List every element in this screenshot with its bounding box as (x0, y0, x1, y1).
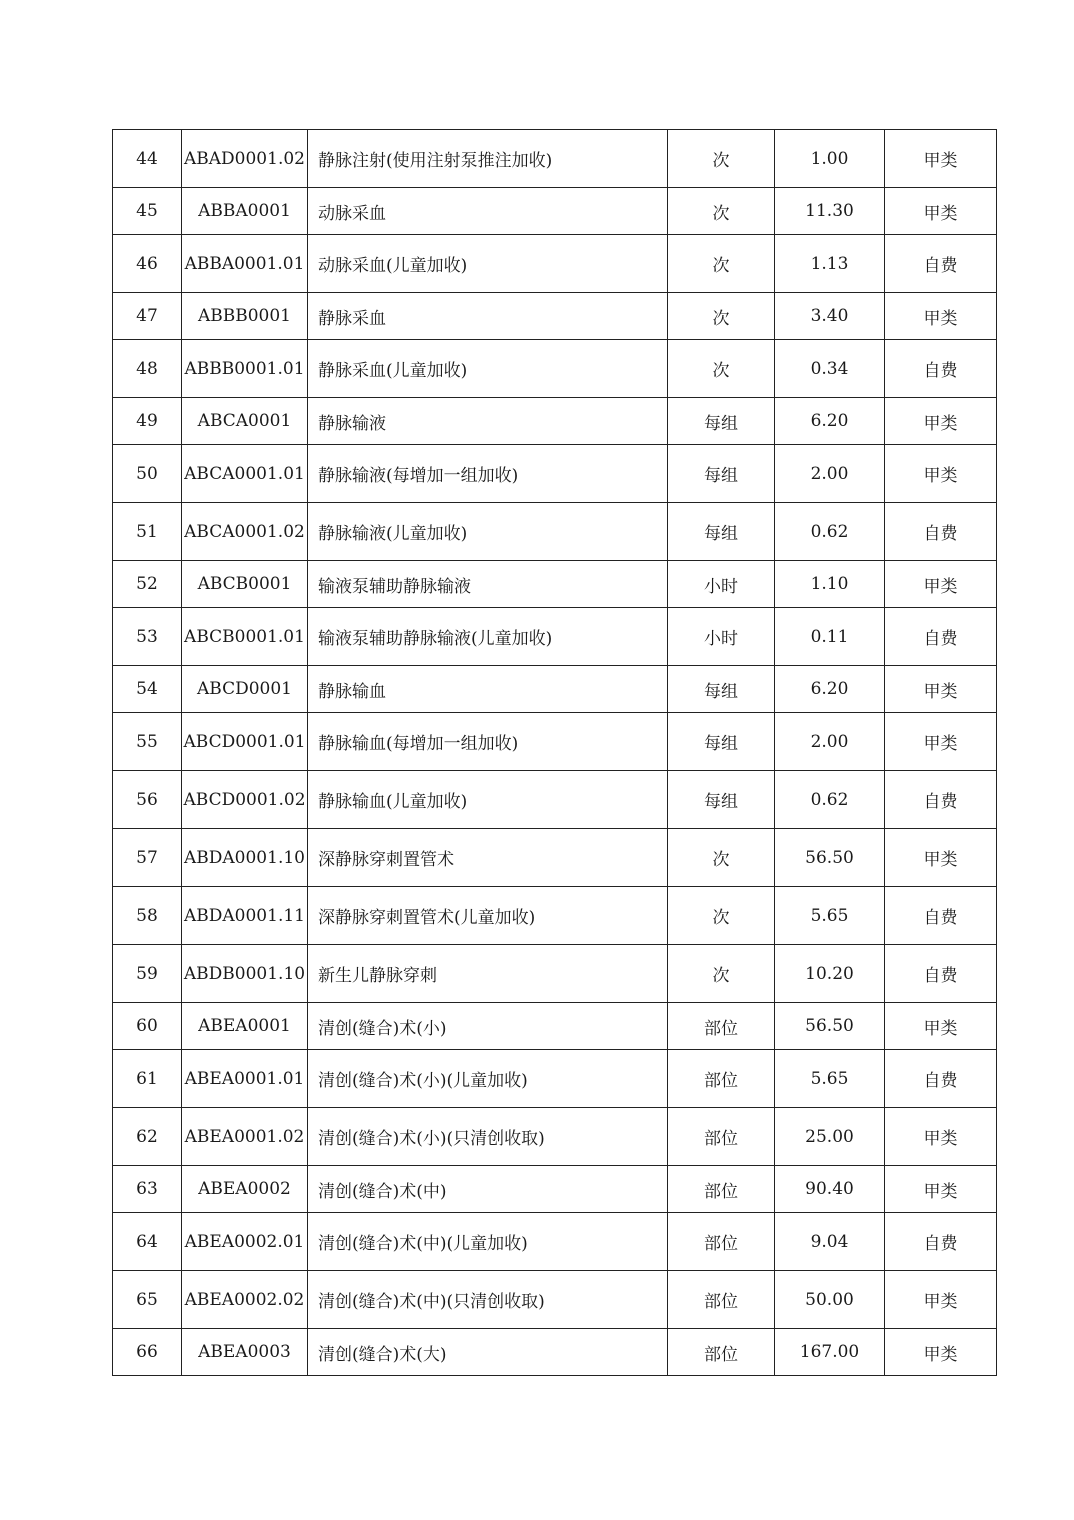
item-price: 0.11 (775, 608, 885, 666)
fee-schedule-body (113, 130, 997, 1376)
table-row (113, 1329, 997, 1376)
item-name: 清创(缝合)术(小) (308, 1003, 668, 1050)
item-code: ABCA0001.02 (182, 503, 308, 561)
table-row (113, 1108, 997, 1166)
item-price: 9.04 (775, 1213, 885, 1271)
table-row (113, 829, 997, 887)
item-unit: 次 (668, 887, 775, 945)
table-row (113, 1050, 997, 1108)
item-price: 6.20 (775, 398, 885, 445)
row-number: 60 (113, 1003, 182, 1050)
row-number: 57 (113, 829, 182, 887)
item-category: 甲类 (885, 445, 997, 503)
table-row (113, 398, 997, 445)
item-unit: 次 (668, 340, 775, 398)
item-unit: 部位 (668, 1108, 775, 1166)
row-number: 52 (113, 561, 182, 608)
item-code: ABBA0001.01 (182, 235, 308, 293)
item-price: 11.30 (775, 188, 885, 235)
item-unit: 部位 (668, 1166, 775, 1213)
table-row (113, 1003, 997, 1050)
item-category: 甲类 (885, 188, 997, 235)
item-name: 静脉输液(每增加一组加收) (308, 445, 668, 503)
item-code: ABCA0001 (182, 398, 308, 445)
item-code: ABEA0002 (182, 1166, 308, 1213)
item-category: 自费 (885, 1050, 997, 1108)
item-name: 静脉输液 (308, 398, 668, 445)
item-code: ABEA0001.02 (182, 1108, 308, 1166)
table-row (113, 293, 997, 340)
item-category: 自费 (885, 771, 997, 829)
item-unit: 每组 (668, 666, 775, 713)
item-code: ABCB0001.01 (182, 608, 308, 666)
table-row (113, 340, 997, 398)
item-price: 1.00 (775, 130, 885, 188)
table-row (113, 561, 997, 608)
item-category: 自费 (885, 235, 997, 293)
item-category: 自费 (885, 1213, 997, 1271)
item-name: 深静脉穿刺置管术(儿童加收) (308, 887, 668, 945)
item-unit: 每组 (668, 713, 775, 771)
item-unit: 每组 (668, 503, 775, 561)
item-price: 56.50 (775, 1003, 885, 1050)
item-code: ABEA0003 (182, 1329, 308, 1376)
row-number: 66 (113, 1329, 182, 1376)
item-category: 自费 (885, 945, 997, 1003)
table-row (113, 188, 997, 235)
table-row (113, 608, 997, 666)
item-name: 静脉注射(使用注射泵推注加收) (308, 130, 668, 188)
item-name: 输液泵辅助静脉输液(儿童加收) (308, 608, 668, 666)
item-unit: 每组 (668, 771, 775, 829)
item-unit: 次 (668, 235, 775, 293)
item-category: 甲类 (885, 561, 997, 608)
item-category: 甲类 (885, 293, 997, 340)
item-code: ABCB0001 (182, 561, 308, 608)
table-row (113, 666, 997, 713)
item-name: 清创(缝合)术(中)(只清创收取) (308, 1271, 668, 1329)
row-number: 46 (113, 235, 182, 293)
item-category: 甲类 (885, 1108, 997, 1166)
item-price: 3.40 (775, 293, 885, 340)
item-code: ABCD0001.02 (182, 771, 308, 829)
row-number: 49 (113, 398, 182, 445)
item-price: 10.20 (775, 945, 885, 1003)
table-row (113, 713, 997, 771)
item-unit: 部位 (668, 1050, 775, 1108)
row-number: 65 (113, 1271, 182, 1329)
item-name: 清创(缝合)术(中) (308, 1166, 668, 1213)
item-price: 5.65 (775, 1050, 885, 1108)
item-category: 甲类 (885, 1271, 997, 1329)
item-unit: 次 (668, 130, 775, 188)
item-unit: 每组 (668, 445, 775, 503)
row-number: 58 (113, 887, 182, 945)
item-code: ABAD0001.02 (182, 130, 308, 188)
item-unit: 小时 (668, 608, 775, 666)
item-category: 自费 (885, 608, 997, 666)
item-code: ABDA0001.11 (182, 887, 308, 945)
item-name: 动脉采血(儿童加收) (308, 235, 668, 293)
row-number: 47 (113, 293, 182, 340)
item-price: 2.00 (775, 445, 885, 503)
item-price: 0.62 (775, 503, 885, 561)
item-code: ABEA0002.02 (182, 1271, 308, 1329)
item-name: 清创(缝合)术(大) (308, 1329, 668, 1376)
item-category: 甲类 (885, 1003, 997, 1050)
table-row (113, 1213, 997, 1271)
item-name: 动脉采血 (308, 188, 668, 235)
table-row (113, 945, 997, 1003)
row-number: 48 (113, 340, 182, 398)
item-unit: 部位 (668, 1329, 775, 1376)
item-name: 清创(缝合)术(小)(只清创收取) (308, 1108, 668, 1166)
item-name: 静脉输液(儿童加收) (308, 503, 668, 561)
item-category: 甲类 (885, 713, 997, 771)
item-name: 静脉输血 (308, 666, 668, 713)
item-category: 自费 (885, 887, 997, 945)
item-price: 0.62 (775, 771, 885, 829)
table-row (113, 235, 997, 293)
item-price: 5.65 (775, 887, 885, 945)
item-name: 新生儿静脉穿刺 (308, 945, 668, 1003)
item-name: 静脉输血(儿童加收) (308, 771, 668, 829)
item-code: ABCA0001.01 (182, 445, 308, 503)
item-unit: 次 (668, 188, 775, 235)
item-category: 甲类 (885, 1166, 997, 1213)
item-unit: 次 (668, 945, 775, 1003)
item-code: ABCD0001.01 (182, 713, 308, 771)
item-name: 清创(缝合)术(小)(儿童加收) (308, 1050, 668, 1108)
item-unit: 小时 (668, 561, 775, 608)
row-number: 51 (113, 503, 182, 561)
item-unit: 每组 (668, 398, 775, 445)
item-category: 甲类 (885, 398, 997, 445)
item-code: ABCD0001 (182, 666, 308, 713)
row-number: 54 (113, 666, 182, 713)
item-code: ABDA0001.10 (182, 829, 308, 887)
table-row (113, 503, 997, 561)
row-number: 45 (113, 188, 182, 235)
item-price: 25.00 (775, 1108, 885, 1166)
item-price: 56.50 (775, 829, 885, 887)
table-row (113, 1166, 997, 1213)
item-category: 甲类 (885, 1329, 997, 1376)
row-number: 59 (113, 945, 182, 1003)
item-price: 6.20 (775, 666, 885, 713)
item-price: 90.40 (775, 1166, 885, 1213)
row-number: 44 (113, 130, 182, 188)
item-category: 甲类 (885, 130, 997, 188)
item-code: ABBB0001 (182, 293, 308, 340)
item-price: 50.00 (775, 1271, 885, 1329)
item-code: ABBB0001.01 (182, 340, 308, 398)
row-number: 64 (113, 1213, 182, 1271)
table-row (113, 887, 997, 945)
item-name: 输液泵辅助静脉输液 (308, 561, 668, 608)
item-name: 静脉采血 (308, 293, 668, 340)
item-name: 清创(缝合)术(中)(儿童加收) (308, 1213, 668, 1271)
item-price: 2.00 (775, 713, 885, 771)
table-row (113, 1271, 997, 1329)
item-code: ABBA0001 (182, 188, 308, 235)
table-row (113, 771, 997, 829)
table-row (113, 130, 997, 188)
item-name: 深静脉穿刺置管术 (308, 829, 668, 887)
row-number: 55 (113, 713, 182, 771)
item-unit: 部位 (668, 1213, 775, 1271)
row-number: 53 (113, 608, 182, 666)
row-number: 56 (113, 771, 182, 829)
item-unit: 部位 (668, 1003, 775, 1050)
item-code: ABEA0001 (182, 1003, 308, 1050)
item-price: 0.34 (775, 340, 885, 398)
row-number: 62 (113, 1108, 182, 1166)
row-number: 50 (113, 445, 182, 503)
row-number: 61 (113, 1050, 182, 1108)
item-code: ABDB0001.10 (182, 945, 308, 1003)
item-name: 静脉输血(每增加一组加收) (308, 713, 668, 771)
item-code: ABEA0002.01 (182, 1213, 308, 1271)
item-category: 甲类 (885, 666, 997, 713)
item-unit: 次 (668, 829, 775, 887)
item-category: 自费 (885, 340, 997, 398)
item-price: 1.10 (775, 561, 885, 608)
item-name: 静脉采血(儿童加收) (308, 340, 668, 398)
item-price: 1.13 (775, 235, 885, 293)
table-row (113, 445, 997, 503)
item-category: 自费 (885, 503, 997, 561)
item-category: 甲类 (885, 829, 997, 887)
item-code: ABEA0001.01 (182, 1050, 308, 1108)
row-number: 63 (113, 1166, 182, 1213)
fee-schedule-table (112, 129, 997, 1376)
item-unit: 部位 (668, 1271, 775, 1329)
item-unit: 次 (668, 293, 775, 340)
item-price: 167.00 (775, 1329, 885, 1376)
